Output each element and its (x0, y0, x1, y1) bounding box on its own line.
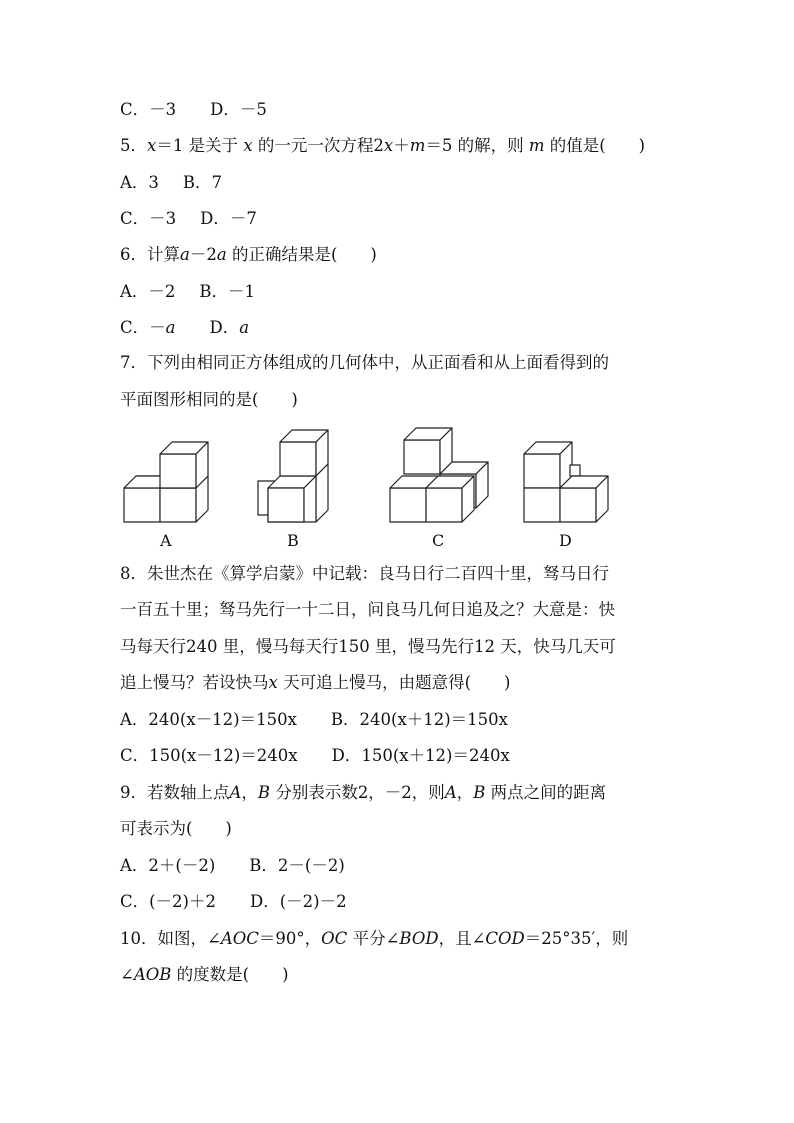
q7-stem-line1: 7．下列由相同正方体组成的几何体中，从正面看和从上面看得到的 (120, 353, 609, 372)
solid-c[interactable] (390, 428, 488, 522)
q9-option-a[interactable]: A．2＋(－2) (120, 856, 216, 875)
q6-option-c[interactable]: C．－a (120, 318, 176, 337)
q5-options-cd (120, 209, 257, 229)
q8-options-cd (120, 746, 510, 766)
q10-stem-line2: ∠AOB 的度数是( ) (120, 965, 289, 984)
q6-stem: 6．计算a－2a 的正确结果是( ) (120, 245, 377, 264)
q6-options-ab (120, 282, 255, 302)
solid-d[interactable] (524, 442, 608, 522)
q9-stem-line1: 9．若数轴上点A，B 分别表示数2，－2，则A，B 两点之间的距离 (120, 783, 607, 802)
q9-options-ab (120, 856, 345, 876)
q8-stem-line1: 8．朱世杰在《算学启蒙》中记载：良马日行二百四十里，驽马日行 (120, 564, 609, 583)
q8-options-ab (120, 710, 508, 730)
q4-options-cd (120, 100, 267, 120)
q6-option-d[interactable]: D．a (209, 318, 250, 337)
q9-option-d[interactable]: D．(－2)－2 (250, 892, 347, 911)
q8-option-a[interactable]: A．240(x－12)＝150x (120, 710, 297, 729)
q5-stem: 5．x＝1 是关于 x 的一元一次方程2x＋m＝5 的解，则 m 的值是( ) (120, 136, 646, 155)
q8-option-c[interactable]: C．150(x－12)＝240x (120, 746, 298, 765)
q8-option-d[interactable]: D．150(x＋12)＝240x (331, 746, 510, 765)
solid-a[interactable] (124, 442, 208, 522)
q6-options-cd (120, 318, 249, 338)
q6-option-b[interactable]: B．－1 (199, 282, 256, 301)
q9-stem-line2: 可表示为( ) (120, 819, 232, 838)
q5-options-ab (120, 173, 222, 193)
figure-caption-b: B (287, 531, 299, 550)
solid-b[interactable] (258, 430, 328, 522)
figure-caption-a: A (160, 531, 172, 550)
q6-option-a[interactable]: A．－2 (120, 282, 176, 301)
q9-options-cd (120, 892, 347, 912)
q8-stem-line4: 追上慢马？若设快马x 天可追上慢马，由题意得( ) (120, 673, 511, 692)
q5-option-b[interactable]: B．7 (182, 173, 223, 192)
q8-option-b[interactable]: B．240(x＋12)＝150x (330, 710, 508, 729)
q4-option-c[interactable]: C．－3 (120, 100, 177, 119)
q5-option-a[interactable]: A．3 (120, 173, 159, 192)
q7-figure (118, 425, 618, 555)
q4-option-d[interactable]: D．－5 (210, 100, 267, 119)
q10-stem-line1: 10．如图，∠AOC＝90°，OC 平分∠BOD，且∠COD＝25°35′，则 (120, 929, 629, 948)
q7-stem-line2: 平面图形相同的是( ) (120, 390, 298, 409)
q5-option-c[interactable]: C．－3 (120, 209, 177, 228)
q9-option-c[interactable]: C．(－2)＋2 (120, 892, 216, 911)
figure-caption-d: D (559, 531, 572, 550)
q5-option-d[interactable]: D．－7 (200, 209, 257, 228)
q9-option-b[interactable]: B．2－(－2) (249, 856, 345, 875)
q8-stem-line2: 一百五十里；驽马先行一十二日，问良马几何日追及之？大意是：快 (120, 600, 615, 619)
q8-stem-line3: 马每天行240 里，慢马每天行150 里，慢马先行12 天，快马几天可 (120, 637, 616, 656)
figure-caption-c: C (432, 531, 445, 550)
